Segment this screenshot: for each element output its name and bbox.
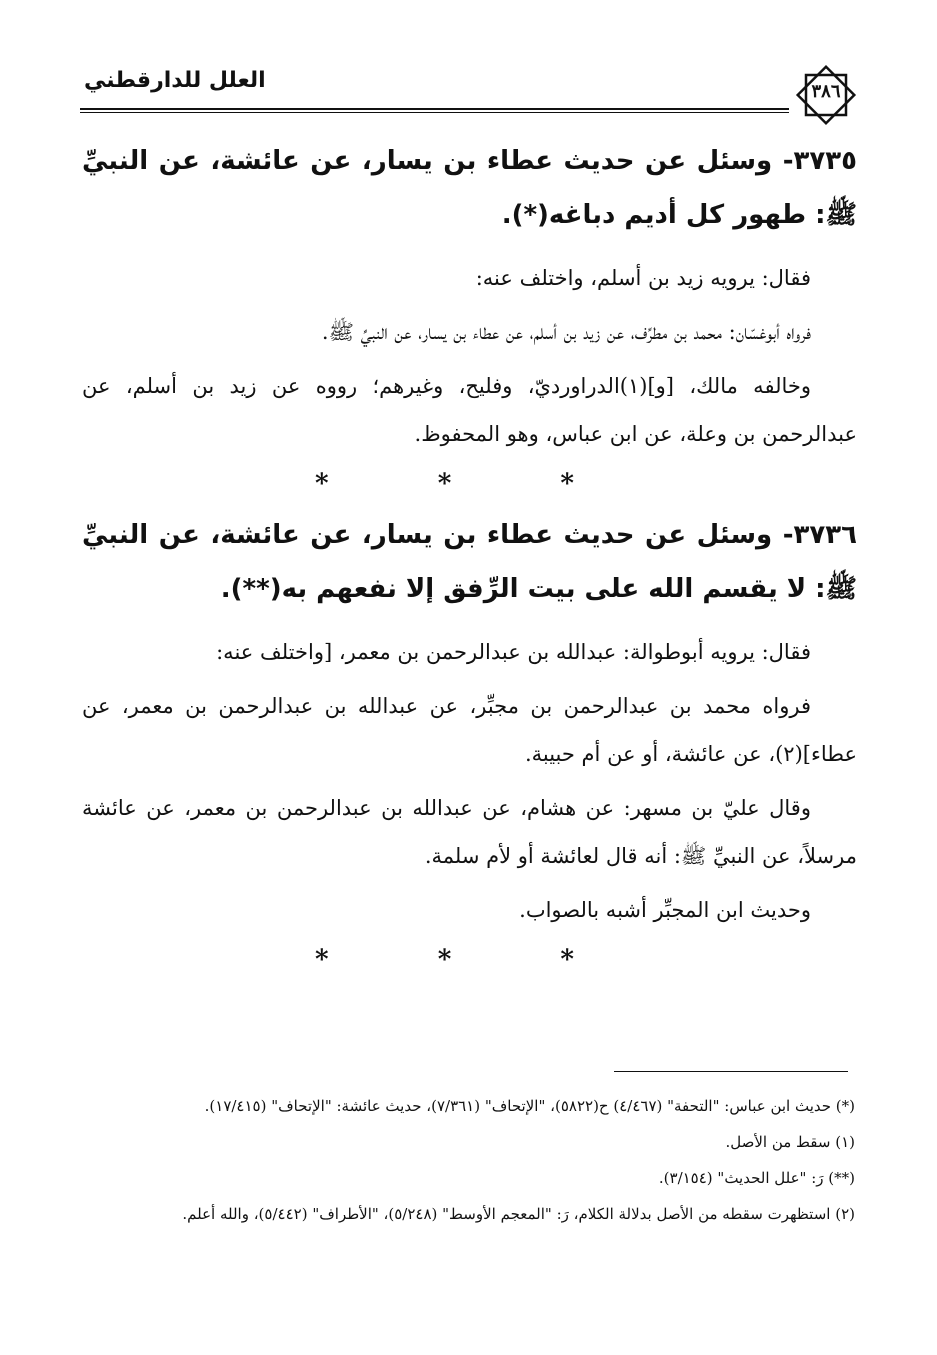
- entry-title: ٣٧٣٦- وسئل عن حديث عطاء بن يسار، عن عائشة، عن النبيِّ ﷺ: لا يقسم الله على بيت الرِّفق إلا نفعهم به(**).: [82, 520, 857, 604]
- header-rule: [80, 108, 789, 110]
- footnotes: [82, 1088, 855, 1232]
- page-number: ٣٨٦: [811, 81, 841, 102]
- footnote: (١) سقط من الأصل.: [725, 1133, 855, 1151]
- footnote: (٢) استظهرت سقطه من الأصل بدلالة الكلام، رَ: "المعجم الأوسط" (٥/٢٤٨)، "الأطراف" (٥/٤٤٢)، والله أعلم.: [182, 1205, 855, 1223]
- footnote: (**) رَ: "علل الحديث" (٣/١٥٤).: [658, 1169, 855, 1187]
- footnote: (*) حديث ابن عباس: "التحفة" (٤/٤٦٧) ح(٥٨٢٢)، "الإتحاف" (٧/٣٦١)، حديث عائشة: "الإتحاف" (١٧/٤١٥).: [204, 1097, 855, 1115]
- header-rule-thin: [80, 112, 789, 113]
- entry-paragraph: وقال عليّ بن مسهر: عن هشام، عن عبدالله بن عبدالرحمن بن معمر، عن عائشة مرسلاً، عن النبيِّ ﷺ: أنه قال لعائشة أو لأم سلمة.: [82, 796, 857, 868]
- entry-paragraph: وخالفه مالك، [و](١)الدراورديّ، وفليح، وغيرهم؛ رووه عن زيد بن أسلم، عن عبدالرحمن بن وعلة، عن ابن عباس، وهو المحفوظ.: [82, 374, 857, 446]
- entry-paragraph: وحديث ابن المجبِّر أشبه بالصواب.: [519, 898, 811, 922]
- main-text: [82, 134, 857, 984]
- page-header: [80, 62, 859, 120]
- entry-paragraph: فقال: يرويه أبوطوالة: عبدالله بن عبدالرحمن بن معمر، [واختلف عنه:: [216, 640, 811, 664]
- entry-3736: [82, 508, 857, 934]
- section-separator: * * *: [315, 469, 624, 499]
- entry-paragraph: فقال: يرويه زيد بن أسلم، واختلف عنه:: [475, 266, 811, 290]
- running-title: العلل للدارقطني: [84, 68, 266, 93]
- entry-paragraph: فرواه أبوغسّان: محمد بن مطرِّف، عن زيد بن أسلم، عن عطاء بن يسار، عن النبيِّ ﷺ.: [321, 320, 811, 344]
- section-separator: * * *: [315, 945, 624, 975]
- entry-3735: [82, 134, 857, 458]
- entry-paragraph: فرواه محمد بن عبدالرحمن بن مجبِّر، عن عبدالله بن عبدالرحمن بن معمر، عن عطاء](٢)، عن عائشة، أو عن أم حبيبة.: [82, 694, 857, 766]
- entry-title: ٣٧٣٥- وسئل عن حديث عطاء بن يسار، عن عائشة، عن النبيِّ ﷺ: طهور كل أديم دباغه(*).: [82, 146, 857, 230]
- footnote-rule: [614, 1071, 848, 1072]
